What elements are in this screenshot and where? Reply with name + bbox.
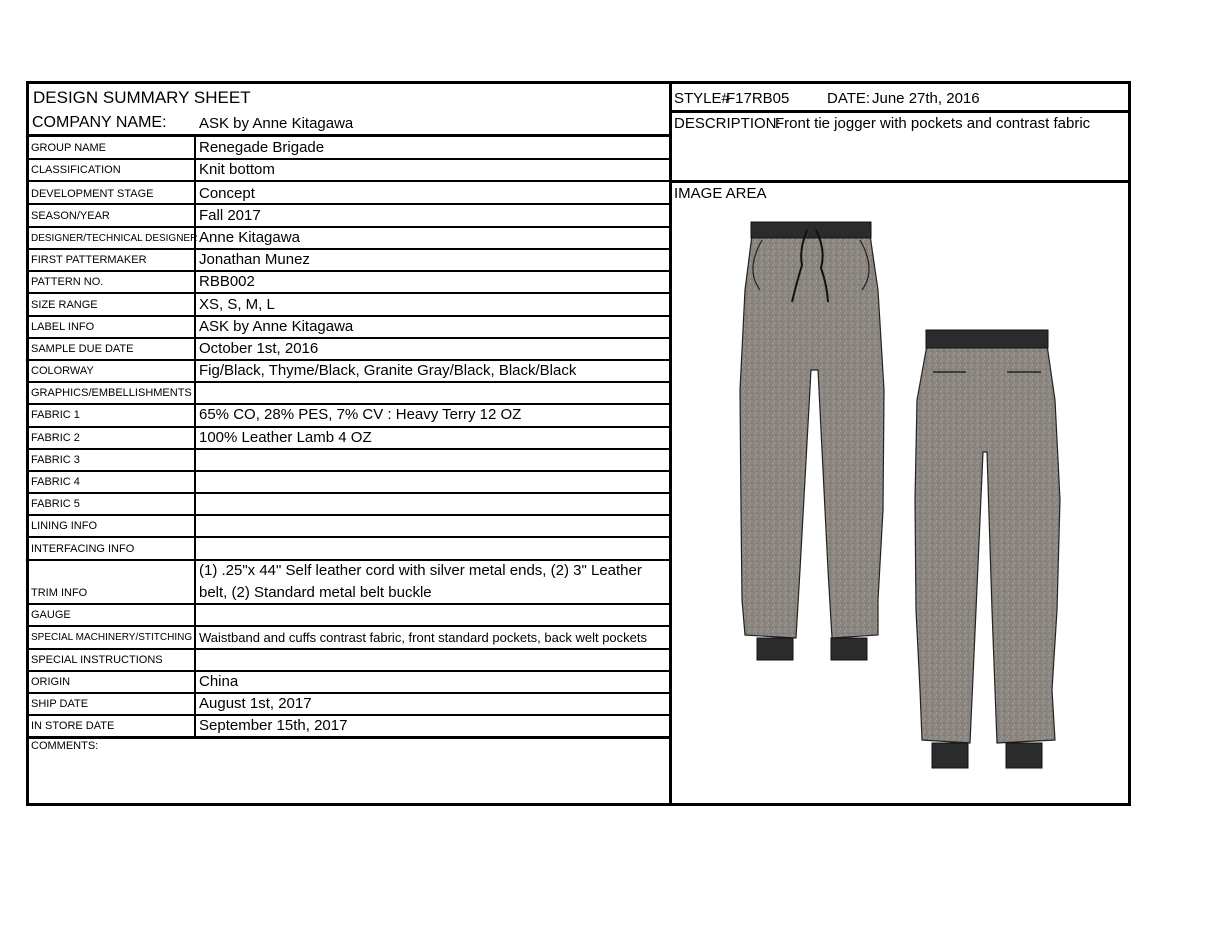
row-separator: [26, 158, 671, 160]
row-separator: [26, 359, 671, 361]
row-separator: [26, 315, 671, 317]
field-value-colorway: Fig/Black, Thyme/Black, Granite Gray/Black, Black/Black: [199, 362, 577, 379]
date-label: DATE:: [827, 90, 871, 107]
field-value-fabric-2: 100% Leather Lamb 4 OZ: [199, 429, 372, 446]
border-top: [26, 81, 1131, 84]
field-value-first-patternmaker: Jonathan Munez: [199, 251, 310, 268]
field-value-fabric-1: 65% CO, 28% PES, 7% CV : Heavy Terry 12 OZ: [199, 406, 522, 423]
field-label-fabric-1: FABRIC 1: [31, 409, 80, 421]
row-separator: [26, 203, 671, 205]
field-label-gauge: GAUGE: [31, 609, 71, 621]
field-label-colorway: COLORWAY: [31, 365, 94, 377]
field-label-season-year: SEASON/YEAR: [31, 210, 110, 222]
column-divider: [669, 81, 672, 806]
description-label: DESCRIPTION:: [674, 115, 781, 132]
field-label-first-patternmaker: FIRST PATTERMAKER: [31, 254, 147, 266]
back-left-cuff: [932, 743, 968, 768]
field-value-classification: Knit bottom: [199, 161, 275, 178]
field-value-label-info: ASK by Anne Kitagawa: [199, 318, 354, 335]
row-separator: [26, 248, 671, 250]
row-separator: [26, 536, 671, 538]
jogger-back-sketch: [915, 330, 1060, 768]
field-label-fabric-5: FABRIC 5: [31, 498, 80, 510]
field-value-designer: Anne Kitagawa: [199, 229, 300, 246]
back-waistband: [926, 330, 1048, 348]
row-separator: [26, 492, 671, 494]
field-value-special-machinery: Waistband and cuffs contrast fabric, front standard pockets, back welt pockets: [199, 630, 648, 645]
row-separator: [26, 603, 671, 605]
field-label-fabric-4: FABRIC 4: [31, 476, 80, 488]
comments-rule: [26, 736, 671, 739]
field-label-size-range: SIZE RANGE: [31, 299, 98, 311]
field-label-pattern-no: PATTERN NO.: [31, 276, 104, 288]
field-value-trim-info-line1: (1) .25"x 44" Self leather cord with silver metal ends, (2) 3" Leather: [199, 562, 642, 579]
field-label-special-instructions: SPECIAL INSTRUCTIONS: [31, 654, 163, 666]
row-separator: [26, 470, 671, 472]
field-label-group-name: GROUP NAME: [31, 142, 106, 154]
field-label-special-machinery: SPECIAL MACHINERY/STITCHING: [31, 632, 193, 643]
comments-label: COMMENTS:: [31, 740, 99, 752]
field-value-ship-date: August 1st, 2017: [199, 695, 312, 712]
row-separator: [26, 648, 671, 650]
field-label-graphics: GRAPHICS/EMBELLISHMENTS: [31, 387, 192, 399]
field-value-size-range: XS, S, M, L: [199, 296, 275, 313]
front-waistband: [751, 222, 871, 238]
border-right: [1128, 81, 1131, 806]
style-value: F17RB05: [726, 90, 790, 107]
border-bottom: [26, 803, 1131, 806]
row-separator: [26, 426, 671, 428]
front-body: [740, 235, 884, 638]
field-label-ship-date: SHIP DATE: [31, 698, 89, 710]
field-label-in-store-date: IN STORE DATE: [31, 720, 115, 732]
field-value-pattern-no: RBB002: [199, 273, 255, 290]
field-label-interfacing-info: INTERFACING INFO: [31, 543, 135, 555]
row-separator: [26, 692, 671, 694]
sheet-title: DESIGN SUMMARY SHEET: [33, 88, 251, 107]
back-right-cuff: [1006, 743, 1042, 768]
row-separator: [26, 714, 671, 716]
row-separator: [26, 292, 671, 294]
description-value: Front tie jogger with pockets and contrast fabric: [775, 115, 1091, 132]
image-area-label: IMAGE AREA: [674, 185, 767, 202]
field-label-sample-due-date: SAMPLE DUE DATE: [31, 343, 134, 355]
field-label-label-info: LABEL INFO: [31, 321, 95, 333]
field-label-origin: ORIGIN: [31, 676, 71, 688]
field-value-trim-info-line2: belt, (2) Standard metal belt buckle: [199, 584, 432, 601]
row-separator: [26, 559, 671, 561]
field-label-classification: CLASSIFICATION: [31, 164, 121, 176]
row-separator: [26, 514, 671, 516]
front-left-cuff: [757, 638, 793, 660]
garment-illustration: [700, 210, 1080, 785]
field-value-group-name: Renegade Brigade: [199, 139, 325, 156]
row-separator: [26, 448, 671, 450]
style-rule: [671, 110, 1131, 113]
style-label: STYLE#: [674, 90, 730, 107]
date-value: June 27th, 2016: [872, 90, 980, 107]
field-label-fabric-3: FABRIC 3: [31, 454, 80, 466]
row-separator: [26, 180, 671, 182]
field-value-sample-due-date: October 1st, 2016: [199, 340, 319, 357]
field-label-lining-info: LINING INFO: [31, 520, 98, 532]
description-rule: [671, 180, 1131, 183]
front-right-cuff: [831, 638, 867, 660]
border-left: [26, 81, 29, 806]
company-label: COMPANY NAME:: [32, 114, 167, 131]
header-rule: [26, 134, 671, 137]
field-label-development-stage: DEVELOPMENT STAGE: [31, 188, 154, 200]
row-separator: [26, 226, 671, 228]
jogger-front-sketch: [740, 222, 884, 660]
field-label-trim-info: TRIM INFO: [31, 587, 88, 599]
field-value-in-store-date: September 15th, 2017: [199, 717, 348, 734]
row-separator: [26, 381, 671, 383]
row-separator: [26, 403, 671, 405]
field-label-designer: DESIGNER/TECHNICAL DESIGNER: [31, 233, 198, 244]
field-label-fabric-2: FABRIC 2: [31, 432, 80, 444]
field-value-season-year: Fall 2017: [199, 207, 261, 224]
row-separator: [26, 270, 671, 272]
row-separator: [26, 625, 671, 627]
row-separator: [26, 670, 671, 672]
row-separator: [26, 337, 671, 339]
field-value-origin: China: [199, 673, 239, 690]
back-body: [915, 345, 1060, 743]
field-value-development-stage: Concept: [199, 185, 255, 202]
company-value: ASK by Anne Kitagawa: [199, 115, 354, 132]
